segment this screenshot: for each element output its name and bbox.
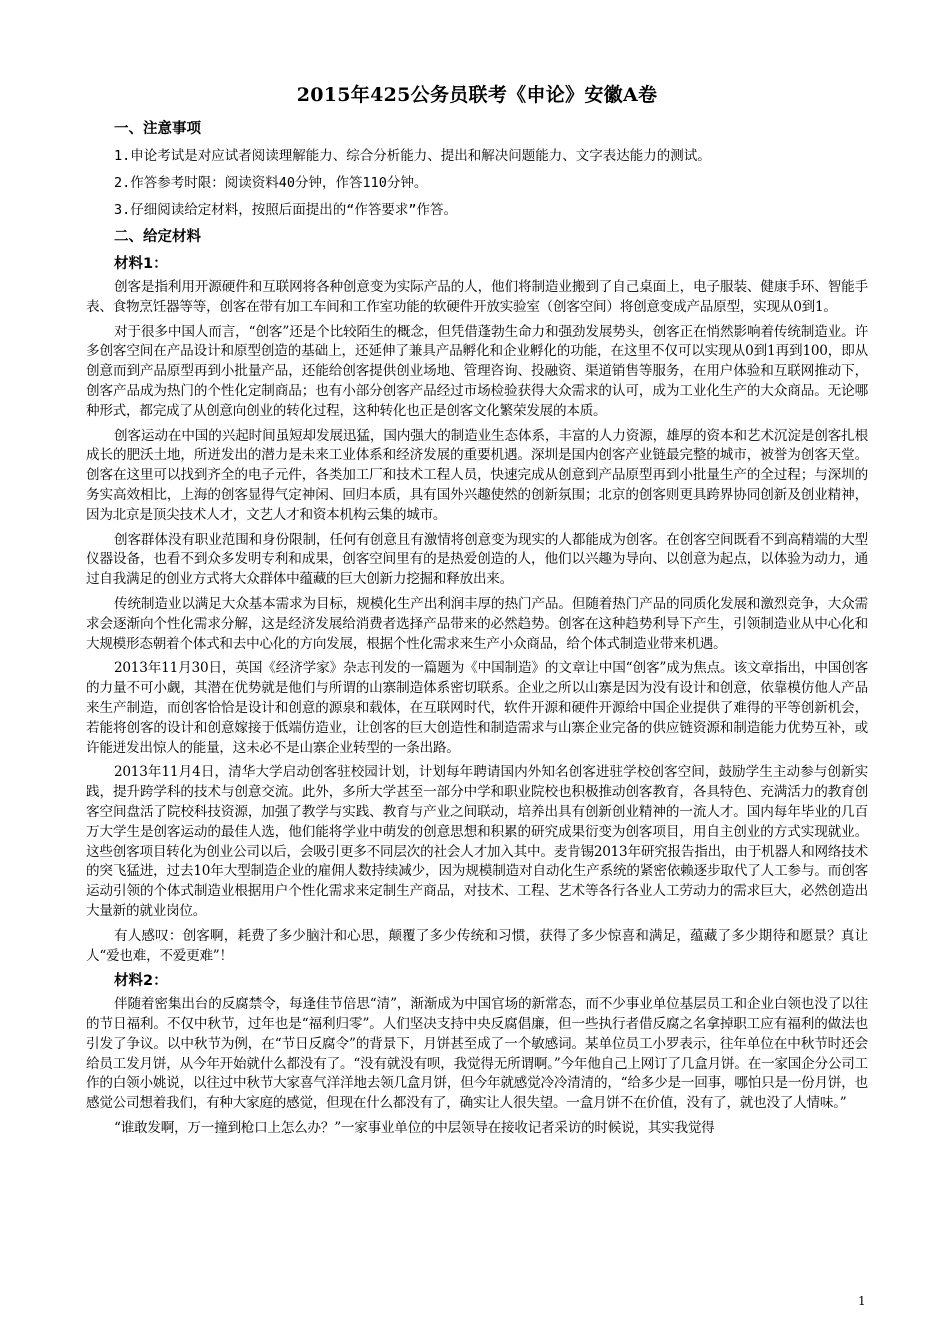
material1-paragraph: 创客是指利用开源硬件和互联网将各种创意变为实际产品的人，他们将制造业搬到了自己桌面上，电子服装、健康手环、智能手表、食物烹饪器等等，创客在带有加工车间和工作室功能的软硬件开放实验室（创客空间）将创意变成产品原型，实现从0到1。 [86,279,868,315]
material1-paragraph: 传统制造业以满足大众基本需求为目标，规模化生产出利润丰厚的热门产品。但随着热门产品的同质化发展和激烈竞争，大众需求会逐渐向个性化需求分解，这是经济发展给消费者选择产品带来的必然趋势。创客在这种趋势利导下产生，引领制造业从中心化和大规模形态朝着个体式和去中心化的方向发展，根据个性化需求来生产小众商品，给个体式制造业带来机遇。 [86,595,868,652]
material1-paragraph: 创客运动在中国的兴起时间虽短却发展迅猛，国内强大的制造业生态体系，丰富的人力资源，雄厚的资本和艺术沉淀是创客扎根成长的肥沃土地，所迸发出的潜力是未来工业体系和经济发展的重要机遇。深圳是国内创客产业链最完整的城市，被誉为创客天堂。创客在这里可以找到齐全的电子元件，各类加工厂和技术工程人员，快速完成从创意到产品原型再到小批量生产的全过程；与深圳的务实高效相比，上海的创客显得气定神闲、回归本质，具有国外兴趣使然的创新氛围；北京的创客则更具跨界协同创新及创业精神，因为北京是顶尖技术人才，文艺人才和资本机构云集的城市。 [86,427,868,523]
page-number: 1 [858,1294,866,1308]
material1-paragraph: 创客群体没有职业范围和身份限制，任何有创意且有激情将创意变为现实的人都能成为创客。在创客空间既看不到高精端的大型仪器设备，也看不到众多发明专利和成果，创客空间里有的是热爱创造的人，他们以兴趣为导向、以创意为起点，以体验为动力，通过自我满足的创业方式将大众群体中蕴藏的巨大创新力挖掘和释放出来。 [86,531,868,588]
material1-label: 材料1： [114,256,168,272]
material2-label: 材料2： [114,973,168,990]
materials-heading: 二、给定材料 [114,229,201,245]
material1-paragraph: 2013年11月4日，清华大学启动创客驻校园计划，计划每年聘请国内外知名创客进驻学校创客空间，鼓励学生主动参与创新实践，提升跨学科的技术与创意交流。此外，多所大学甚至一部分中学和职业院校也积极推动创客教育，各具特色、充满活力的教育创客空间盘活了院校科技资源，加强了教学与实践、教育与产业之间联动，培养出具有创新创业精神的一流人才。国内每年毕业的几百万大学生是创客运动的最佳人选，他们能将学业中萌发的创意思想和积累的研究成果衍变为创客项目，用自主创业的方式实现就业。这些创客项目转化为创业公司以后，会吸引更多不同层次的社会人才加入其中。麦肯锡2013年研究报告指出，由于机器人和网络技术的突飞猛进，过去10年大型制造企业的雇佣人数持续减少，因为规模制造对自动化生产系统的紧密依赖逐步取代了人工参与。而创客运动引领的个体式制造业根据用户个性化需求来定制生产商品，对技术、工程、艺术等各行各业人工劳动力的需求巨大，必然创造出大量新的就业岗位。 [86,764,868,919]
notice-heading: 一、注意事项 [114,121,201,137]
note-item: 2.作答参考时限：阅读资料40分钟，作答110分钟。 [114,175,428,191]
material1-paragraph: 2013年11月30日，英国《经济学家》杂志刊发的一篇题为《中国制造》的文章让中国“创客”成为焦点。该文章指出，中国创客的力量不可小觑，其潜在优势就是他们与所谓的山寨制造体系密切联系。企业之所以山寨是因为没有设计和创意，依靠模仿他人产品来生产制造，而创客恰恰是设计和创意的源泉和载体，在互联网时代，软件开源和硬件开源给中国企业提供了难得的平等创新机会，若能将创客的设计和创意嫁接于低端仿造业，让创客的巨大创造性和制造需求与山寨企业完备的供应链资源和制造能力优势互补，或许能迸发出惊人的能量，这未必不是山寨企业转型的一条出路。 [86,660,868,756]
material2-paragraph: 伴随着密集出台的反腐禁令，每逢佳节倍思“清”，渐渐成为中国官场的新常态，而不少事业单位基层员工和企业白领也没了以往的节日福利。不仅中秋节，过年也是“福利归零”。人们坚决支持中央反腐倡廉，但一些执行者借反腐之名拿掉职工应有福利的做法也引发了争议。以中秋节为例，在“节日反腐令”的背景下，月饼甚至成了一个敏感词。某单位员工小罗表示，往年单位在中秋节时还会给员工发月饼，从今年开始就什么都没有了。“没有就没有呗，我觉得无所谓啊。”今年他自己上网订了几盒月饼。在一家国企分公司工作的白领小姚说，以往过中秋节大家喜气洋洋地去领几盒月饼，但今年就感觉冷冷清清的，“给多少是一回事，哪怕只是一份月饼，也感觉公司想着我们，有种大家庭的感觉，但现在什么都没有了，确实让人很失望。一盒月饼不在价值，没有了，就也没了人情味。” [86,996,868,1112]
material2-paragraph: “谁敢发啊，万一撞到枪口上怎么办？”一家事业单位的中层领导在接收记者采访的时候说，其实我觉得 [114,1120,715,1137]
note-item: 1.申论考试是对应试者阅读理解能力、综合分析能力、提出和解决问题能力、文字表达能力的测试。 [114,148,711,164]
material1-paragraph: 对于很多中国人而言，“创客”还是个比较陌生的概念，但凭借蓬勃生命力和强劲发展势头，创客正在悄然影响着传统制造业。许多创客空间在产品设计和原型创造的基础上，还延伸了兼具产品孵化和企业孵化的功能，在这里不仅可以实现从0到1再到100，即从创意而到产品原型再到小批量产品，还能给创客提供创业场地、管理咨询、投融资、渠道销售等服务，在用户体验和互联网推动下，创客产品成为热门的个性化定制商品；也有小部分创客产品经过市场检验获得大众需求的认可，成为工业化生产的大众商品。无论哪种形式，都完成了从创意向创业的转化过程，这种转化也正是创客文化繁荣发展的本质。 [86,323,868,419]
page-content [86,80,868,1144]
note-item: 3.仔细阅读给定材料，按照后面提出的“作答要求”作答。 [114,202,458,218]
material1-paragraph: 有人感叹：创客啊，耗费了多少脑汁和心思，颠覆了多少传统和习惯，获得了多少惊喜和满足，蕴藏了多少期待和愿景？真让人“爱也难，不爱更难”！ [86,927,868,964]
page-title: 2015年425公务员联考《申论》安徽A卷 [296,84,658,106]
